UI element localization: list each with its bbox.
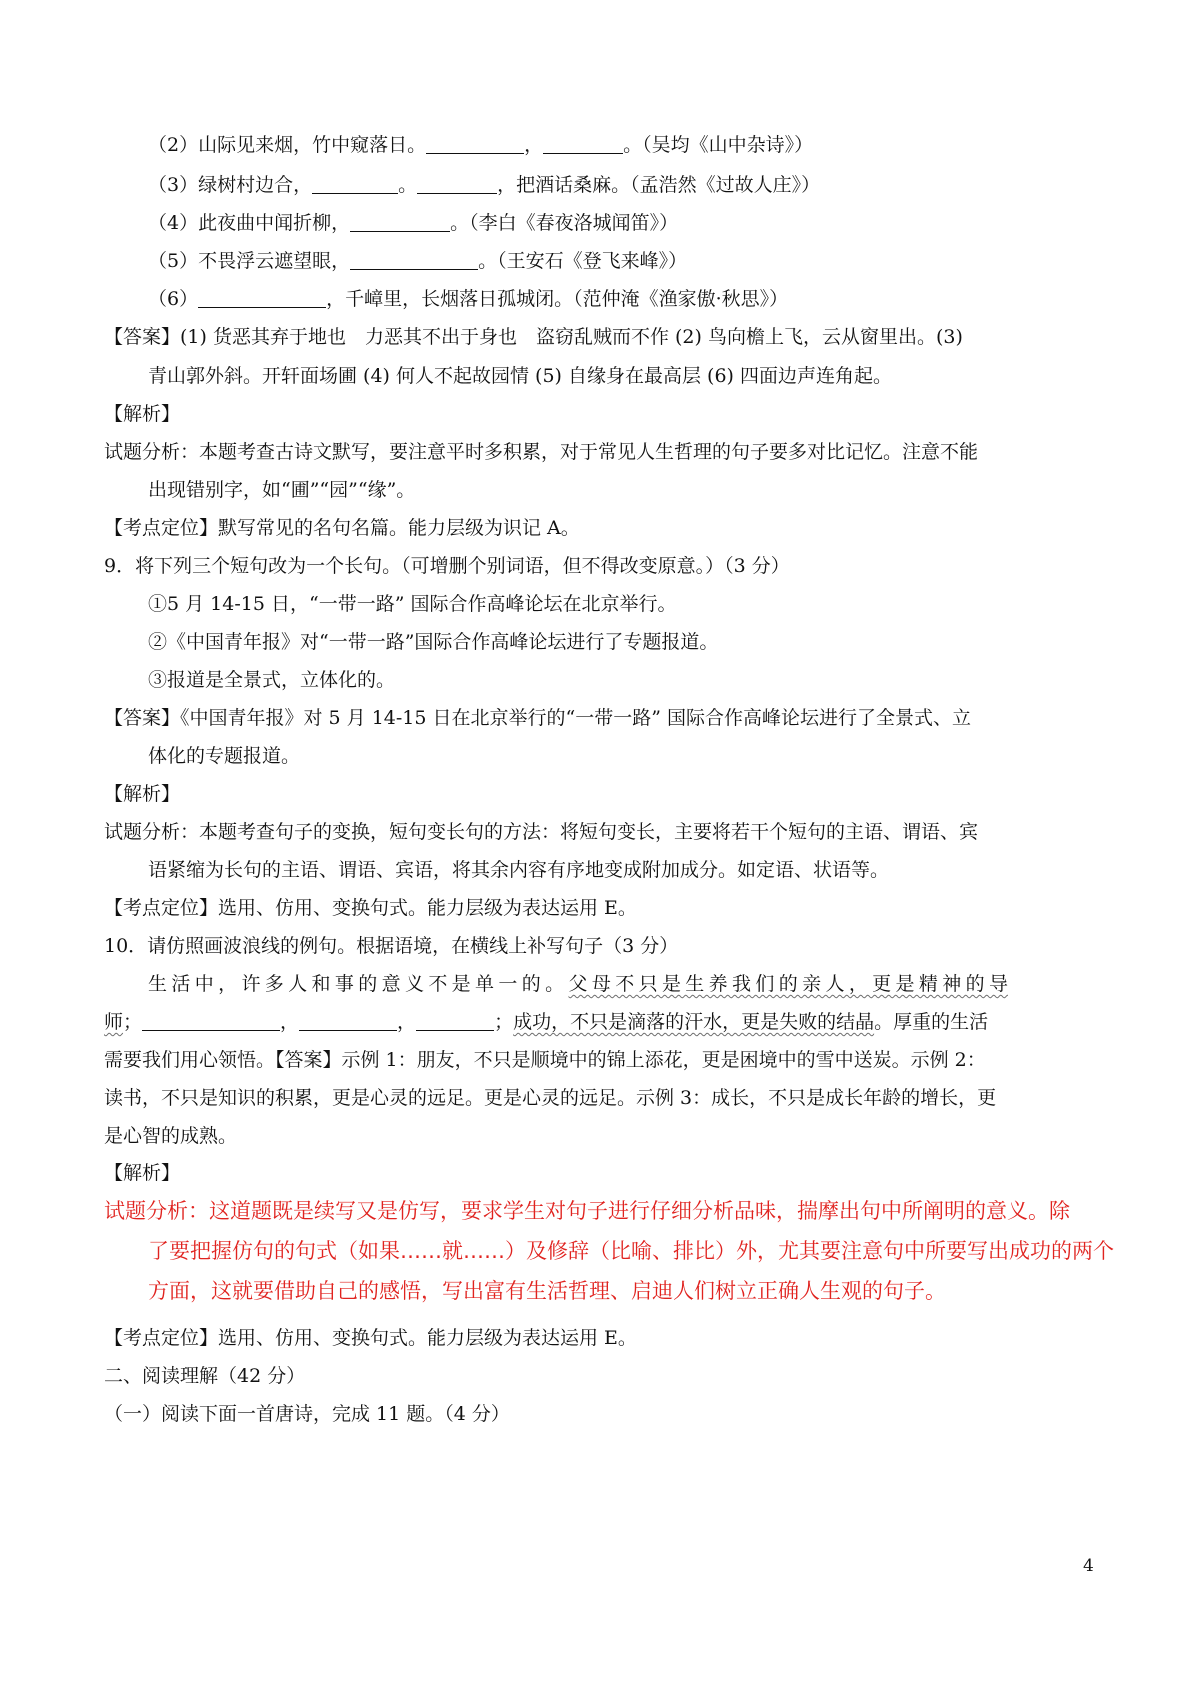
context-text: 。厚重的生活 <box>874 1011 989 1033</box>
poem-text: （5）不畏浮云遮望眼， <box>148 250 351 272</box>
poem-text: 。（李白《春夜洛城闻笛》） <box>450 212 679 234</box>
q9-point: 【考点定位】选用、仿用、变换句式。能力层级为表达运用 E。 <box>104 897 637 919</box>
q10-point: 【考点定位】选用、仿用、变换句式。能力层级为表达运用 E。 <box>104 1327 637 1349</box>
q10-question: 10．请仿照画波浪线的例句。根据语境，在横线上补写句子（3 分） <box>104 935 679 957</box>
poem-text: ，千嶂里，长烟落日孤城闭。（范仲淹《渔家傲·秋思》） <box>326 288 789 310</box>
answer-blank <box>350 211 450 232</box>
poem-text: ，把酒话桑麻。（孟浩然《过故人庄》） <box>497 174 821 196</box>
poem-text: ， <box>524 134 544 156</box>
answer-blank <box>350 249 478 270</box>
answer-blank <box>198 287 326 308</box>
section-2-1-heading: （一）阅读下面一首唐诗，完成 11 题。（4 分） <box>104 1403 510 1425</box>
poem-line-3 <box>148 172 820 198</box>
q9-question: 9．将下列三个短句改为一个长句。（可增删个别词语，但不得改变原意。）（3 分） <box>104 555 790 577</box>
q9-analysis-line-1: 试题分析：本题考查句子的变换，短句变长句的方法：将短句变长，主要将若干个短句的主语、谓语、宾 <box>104 821 979 843</box>
q9-analysis-line-2: 语紧缩为长句的主语、谓语、宾语，将其余内容有序地变成附加成分。如定语、状语等。 <box>148 859 890 881</box>
poem-text: （2）山际见来烟，竹中窥落日。 <box>148 134 427 156</box>
q9-item-1: ①5 月 14-15 日，“一带一路” 国际合作高峰论坛在北京举行。 <box>148 593 677 615</box>
context-text: ， <box>397 1011 417 1033</box>
answer-blank <box>312 173 398 194</box>
poem-line-6 <box>148 286 788 312</box>
context-text: ， <box>280 1011 300 1033</box>
poem-line-5 <box>148 248 687 274</box>
poem-text: （6） <box>148 288 199 310</box>
q8-answer-line-1: 【答案】(1) 货恶其弃于地也 力恶其不出于身也 盗窃乱贼而不作 (2) 鸟向檐上飞，云从窗里出。(3) <box>104 326 963 348</box>
q10-analysis-line-2: 了要把握仿句的句式（如果……就……）及修辞（比喻、排比）外，尤其要注意句中所要写出成功的两个 <box>148 1239 1114 1263</box>
answer-blank <box>416 1010 494 1031</box>
poem-line-4 <box>148 210 678 236</box>
wavy-example-text: 师 <box>104 1011 124 1033</box>
answer-blank <box>543 133 623 154</box>
q10-analysis-heading: 【解析】 <box>104 1162 181 1184</box>
q10-context-line-1 <box>148 971 1008 997</box>
q8-point: 【考点定位】默写常见的名句名篇。能力层级为识记 A。 <box>104 517 580 539</box>
q8-analysis-line-1: 试题分析：本题考查古诗文默写，要注意平时多积累，对于常见人生哲理的句子要多对比记忆。注意不能 <box>104 441 979 463</box>
q9-item-3: ③报道是全景式，立体化的。 <box>148 669 396 691</box>
answer-blank <box>142 1010 280 1031</box>
q10-context-line-2 <box>104 1009 988 1035</box>
q10-context-line-4: 读书，不只是知识的积累，更是心灵的远足。更是心灵的远足。示例 3：成长，不只是成长年龄的增长，更 <box>104 1087 997 1109</box>
answer-blank <box>426 133 524 154</box>
poem-text: 。 <box>398 174 418 196</box>
q8-answer-line-2: 青山郭外斜。开轩面场圃 (4) 何人不起故园情 (5) 自缘身在最高层 (6) 四面边声连角起。 <box>148 365 892 387</box>
q9-item-2: ②《中国青年报》对“一带一路”国际合作高峰论坛进行了专题报道。 <box>148 631 719 653</box>
q9-analysis-heading: 【解析】 <box>104 783 181 805</box>
answer-blank <box>299 1010 397 1031</box>
q10-context-line-3: 需要我们用心领悟。【答案】示例 1：朋友，不只是顺境中的锦上添花，更是困境中的雪中送炭。示例 2： <box>104 1049 986 1071</box>
q10-analysis-line-3: 方面，这就要借助自己的感悟，写出富有生活哲理、启迪人们树立正确人生观的句子。 <box>148 1279 946 1303</box>
q9-answer-line-1: 【答案】《中国青年报》对 5 月 14-15 日在北京举行的“一带一路” 国际合作高峰论坛进行了全景式、立 <box>104 707 971 729</box>
poem-text: （4）此夜曲中闻折柳， <box>148 212 351 234</box>
wavy-example-text: 成功，不只是滴落的汗水，更是失败的结晶 <box>513 1011 875 1033</box>
q8-analysis-heading: 【解析】 <box>104 403 181 425</box>
context-text: ； <box>494 1011 514 1033</box>
context-text: 生活中，许多人和事的意义不是单一的。 <box>148 973 569 995</box>
poem-text: 。（吴均《山中杂诗》） <box>623 134 814 156</box>
answer-blank <box>417 173 497 194</box>
section-2-heading: 二、阅读理解（42 分） <box>104 1365 306 1387</box>
q9-answer-line-2: 体化的专题报道。 <box>148 745 301 767</box>
poem-text: 。（王安石《登飞来峰》） <box>478 250 688 272</box>
wavy-example-text: 父母不只是生养我们的亲人，更是精神的导 <box>568 973 1008 995</box>
q8-analysis-line-2: 出现错别字，如“圃”“园”“缘”。 <box>148 479 416 501</box>
page-number: 4 <box>1083 1556 1094 1576</box>
q10-context-line-5: 是心智的成熟。 <box>104 1125 238 1147</box>
poem-line-2 <box>148 132 813 158</box>
context-text: ； <box>123 1011 143 1033</box>
q10-analysis-line-1: 试题分析：这道题既是续写又是仿写，要求学生对句子进行仔细分析品味，揣摩出句中所阐明的意义。除 <box>104 1199 1070 1223</box>
poem-text: （3）绿树村边合， <box>148 174 313 196</box>
